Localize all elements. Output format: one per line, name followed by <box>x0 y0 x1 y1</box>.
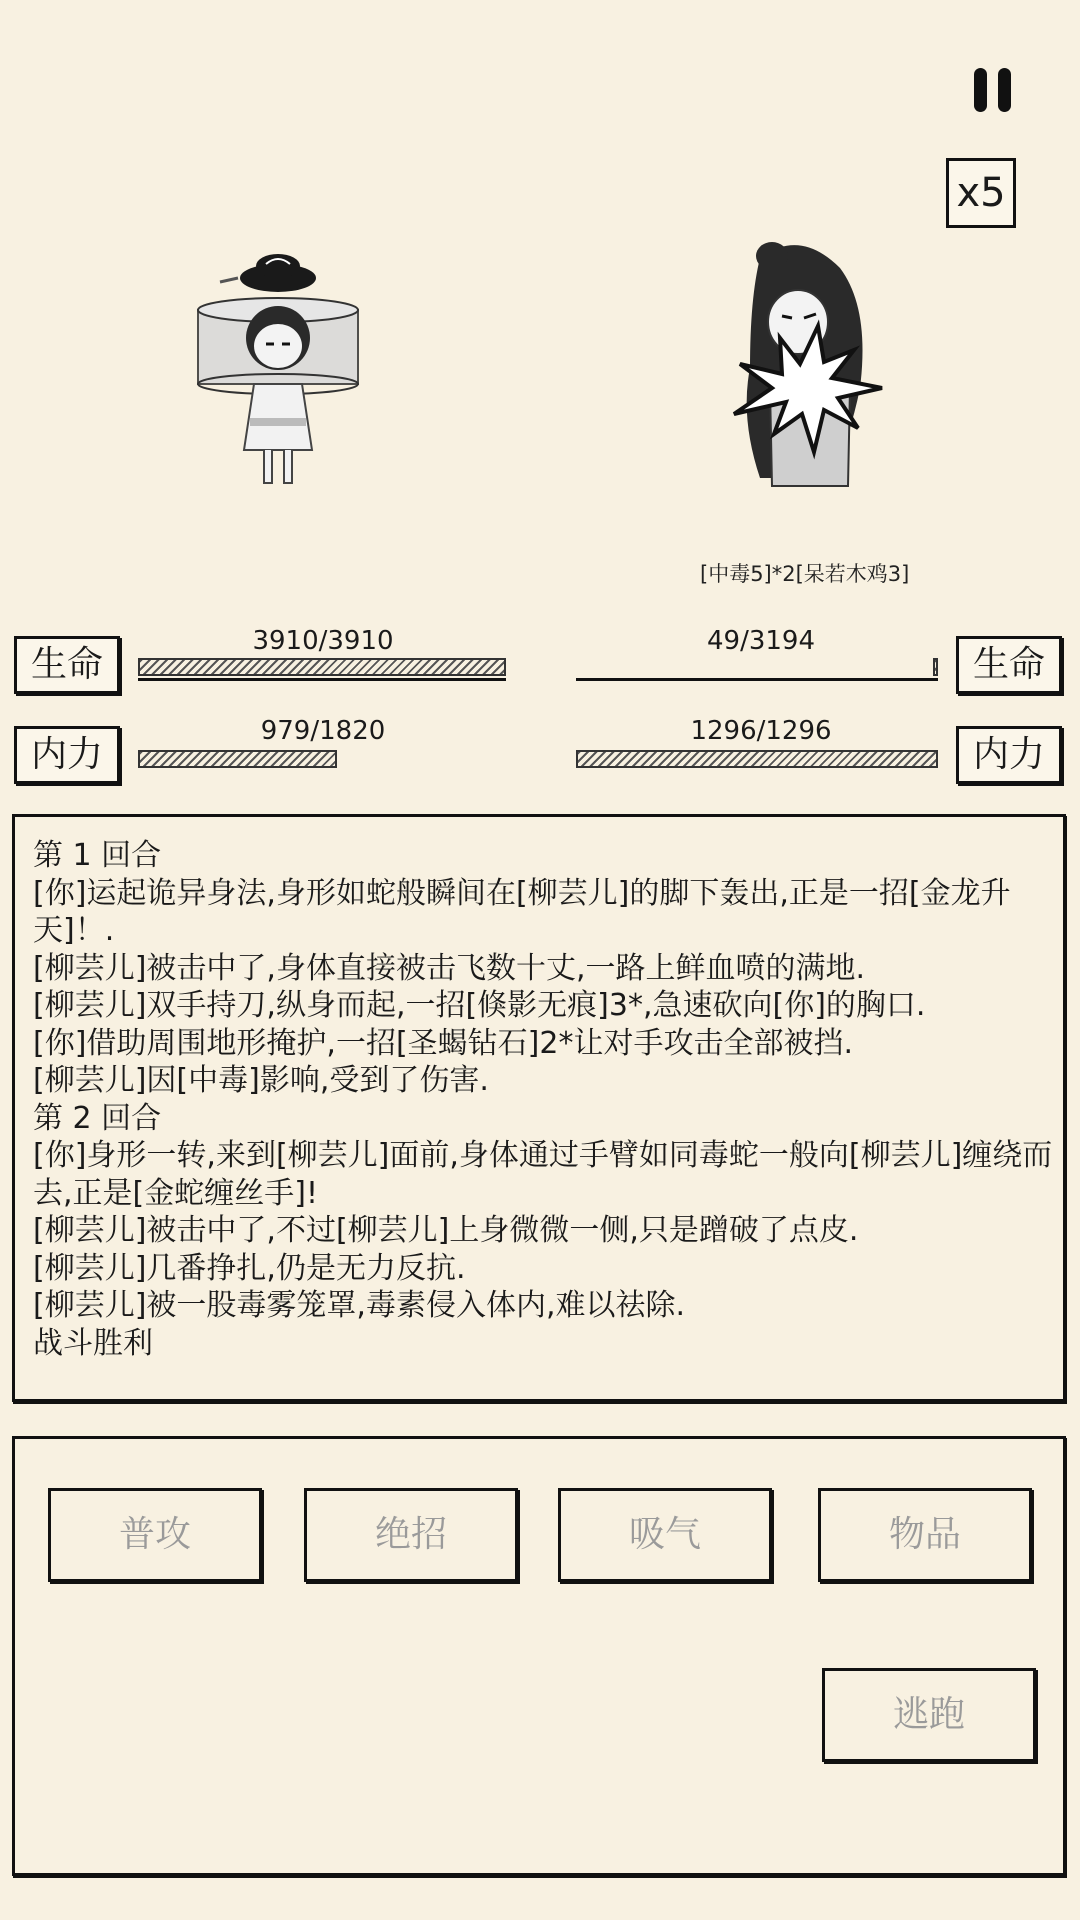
log-line: 第 1 回合 <box>33 838 162 873</box>
player-mp-label: 内力 <box>14 726 120 784</box>
player-mp-bar <box>138 750 506 768</box>
log-line: 第 2 回合 <box>33 1100 162 1136</box>
enemy-character <box>720 238 920 498</box>
enemy-hp-value: 49/3194 <box>706 626 815 656</box>
log-line: [柳芸儿]被击中了,不过[柳芸儿]上身微微一侧,只是蹭破了点皮. <box>33 1213 859 1248</box>
enemy-mp-value: 1296/1296 <box>690 716 832 746</box>
speed-toggle-button[interactable]: x5 <box>946 158 1016 228</box>
battle-log[interactable] <box>12 814 1066 1402</box>
player-mp-value: 979/1820 <box>260 716 386 746</box>
enemy-hp-label: 生命 <box>956 636 1062 694</box>
log-line: [柳芸儿]双手持刀,纵身而起,一招[倏影无痕]3*,急速砍向[你]的胸口. <box>33 988 926 1023</box>
log-line: [你]运起诡异身法,身形如蛇般瞬间在[柳芸儿]的脚下轰出,正是一招[金龙升天]！. <box>33 875 1011 948</box>
player-character <box>180 238 380 498</box>
log-line: [柳芸儿]被击中了,身体直接被击飞数十丈,一路上鲜血喷的满地. <box>33 950 866 986</box>
log-line: [柳芸儿]因[中毒]影响,受到了伤害. <box>33 1063 489 1098</box>
enemy-hp-bar <box>576 658 938 681</box>
player-hp-value: 3910/3910 <box>252 626 394 656</box>
log-line: [柳芸儿]几番挣扎,仍是无力反抗. <box>33 1250 466 1286</box>
items-button[interactable]: 物品 <box>818 1488 1032 1582</box>
breathe-button[interactable]: 吸气 <box>558 1488 772 1582</box>
log-line: 战斗胜利 <box>33 1325 153 1361</box>
enemy-mp-label: 内力 <box>956 726 1062 784</box>
pause-button[interactable] <box>970 68 1016 114</box>
enemy-sprite <box>720 238 920 498</box>
log-line: [柳芸儿]被一股毒雾笼罩,毒素侵入体内,难以祛除. <box>33 1288 686 1323</box>
player-hp-bar <box>138 658 506 681</box>
log-line: [你]身形一转,来到[柳芸儿]面前,身体通过手臂如同毒蛇一般向[柳芸儿]缠绕而去,正是[金蛇缠丝手]! <box>33 1138 1053 1211</box>
enemy-status-effects: [中毒5]*2[呆若木鸡3] <box>700 562 910 586</box>
player-sprite <box>180 238 380 498</box>
attack-button[interactable]: 普攻 <box>48 1488 262 1582</box>
player-hp-label: 生命 <box>14 636 120 694</box>
enemy-mp-bar <box>576 750 938 768</box>
pause-icon <box>974 68 987 112</box>
log-line: [你]借助周围地形掩护,一招[圣蝎钻石]2*让对手攻击全部被挡. <box>33 1025 853 1061</box>
ultimate-button[interactable]: 绝招 <box>304 1488 518 1582</box>
flee-button[interactable]: 逃跑 <box>822 1668 1036 1762</box>
battle-log-lines <box>33 837 1053 1362</box>
